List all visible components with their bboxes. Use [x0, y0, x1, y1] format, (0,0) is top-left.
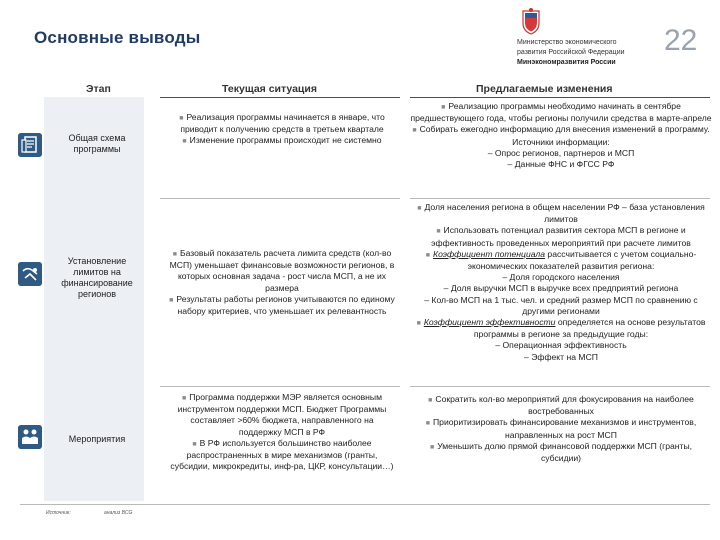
- stage-label: Мероприятия: [68, 434, 126, 444]
- stage-label: Установление лимитов на финансирование регионов: [61, 256, 133, 299]
- list-item: – Операционная эффективность: [495, 340, 627, 351]
- list-item: ■ Программа поддержки МЭР является основным инструментом поддержки МСП. Бюджет Программы составляет >60% бюджета, направленного на поддержку МСП в РФ: [177, 392, 387, 437]
- column-header-current: Текущая ситуация: [222, 83, 317, 95]
- row-divider: [160, 198, 400, 199]
- source-label: Источник:: [46, 510, 71, 516]
- list-item: ■ В РФ используется большинство наиболее распространенных в мире механизмов (гранты, субсидии, микрокредиты, инф-ра, ЦКР, консультации…): [170, 437, 394, 472]
- list-item: – Доля городского населения: [502, 272, 620, 283]
- list-item: ■ Коэффициент потенциала рассчитывается с учетом социально-экономических показателей развития региона:: [425, 248, 697, 272]
- page-number: 22: [664, 24, 698, 57]
- current-cell: [168, 392, 396, 472]
- document-icon: [18, 133, 42, 157]
- table-bottom-line: [20, 504, 710, 505]
- proposed-cell: [410, 101, 712, 170]
- current-cell: [168, 248, 396, 317]
- row-divider: [160, 386, 400, 387]
- header-divider-current: [160, 97, 400, 98]
- finance-icon: [18, 262, 42, 286]
- list-item: – Опрос регионов, партнеров и МСП: [487, 147, 635, 158]
- list-item: ■ Собирать ежегодно информацию для внесения изменений в программу. Источники информации:: [412, 124, 710, 147]
- stage-label: Общая схема программы: [68, 133, 126, 154]
- proposed-cell: [410, 202, 712, 363]
- column-header-proposed: Предлагаемые изменения: [476, 83, 613, 95]
- list-item: ■ Изменение программы происходит не системно: [182, 135, 382, 146]
- list-item: – Кол-во МСП на 1 тыс. чел. и средний размер МСП по сравнению с другими регионами: [424, 294, 698, 316]
- ministry-emblem-icon: [520, 7, 542, 35]
- row-divider: [410, 198, 710, 199]
- list-item: ■ Сократить кол-во мероприятий для фокусирования на наиболее востребованных: [428, 394, 694, 417]
- list-item: ■ Доля населения региона в общем населении РФ – база установления лимитов: [417, 202, 705, 225]
- ministry-name: [517, 38, 677, 68]
- ministry-short-name: Минэкономразвития России: [517, 59, 616, 66]
- list-item: – Данные ФНС и ФГСС РФ: [507, 159, 615, 170]
- list-item: ■ Реализация программы начинается в январе, что приводит к получению средств в третьем квартале: [179, 112, 385, 135]
- list-item: ■ Базовый показатель расчета лимита средств (кол-во МСП) уменьшает финансовые возможности регионов, в которых основная задача - рост числа МСП, а не их размера: [169, 248, 395, 293]
- header-divider-proposed: [410, 97, 710, 98]
- list-item: – Эффект на МСП: [524, 351, 598, 362]
- proposed-cell: [410, 394, 712, 464]
- list-item: ■ Коэффициент эффективности определяется на основе результатов программы в регионе за предыдущие годы:: [416, 317, 706, 340]
- people-icon: [18, 425, 42, 449]
- list-item: ■ Использовать потенциал развития сектора МСП в регионе и эффективность проведенных мероприятий при расчете лимитов: [431, 225, 691, 248]
- list-item: ■ Результаты работы регионов учитываются по единому набору критериев, что уменьшает их релевантность: [169, 293, 395, 317]
- current-cell: [168, 112, 396, 148]
- list-item: ■ Уменьшить долю прямой финансовой поддержки МСП (гранты, субсидии): [429, 440, 693, 464]
- column-header-stage: Этап: [86, 83, 111, 95]
- ministry-line-1: Министерство экономического: [517, 39, 617, 46]
- page-title: Основные выводы: [34, 28, 201, 47]
- source-text: анализ BCG: [104, 510, 133, 516]
- list-item: ■ Реализацию программы необходимо начинать в сентябре предшествующего года, чтобы регионы получили средства в марте-апреле: [410, 101, 712, 124]
- ministry-line-2: развития Российской Федерации: [517, 49, 625, 56]
- row-divider: [410, 386, 710, 387]
- list-item: ■ Приоритизировать финансирование механизмов и инструментов, направленных на рост МСП: [425, 417, 697, 440]
- list-item: – Доля выручки МСП в выручке всех предприятий региона: [443, 283, 679, 294]
